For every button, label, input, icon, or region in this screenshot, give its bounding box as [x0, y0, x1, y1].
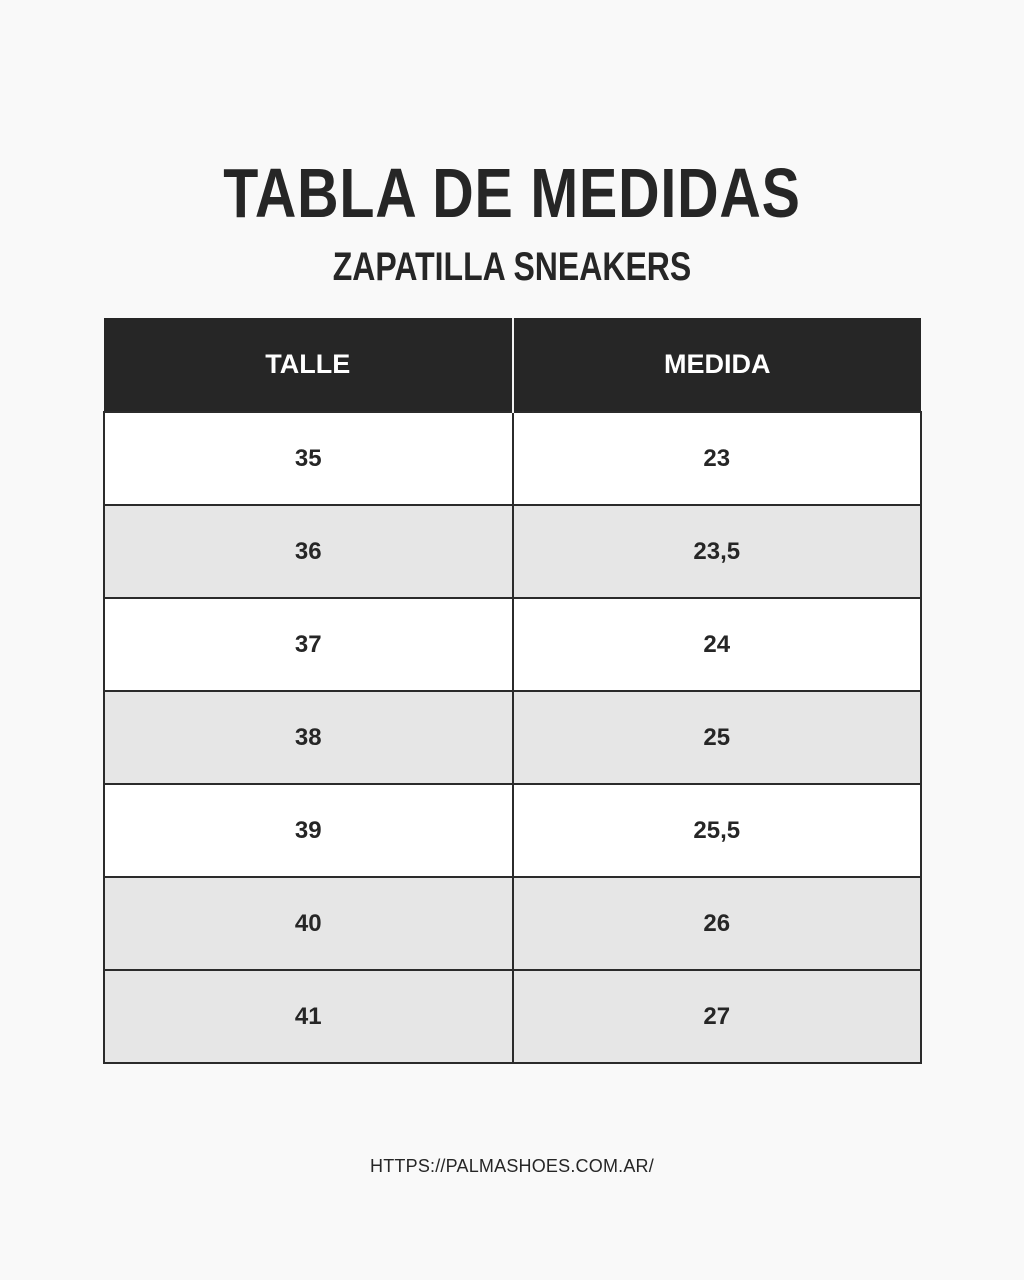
talle-cell: 38 — [104, 691, 513, 784]
medida-cell: 23 — [513, 412, 922, 505]
medida-cell: 23,5 — [513, 505, 922, 598]
column-header-talle: TALLE — [104, 318, 513, 412]
medida-cell: 24 — [513, 598, 922, 691]
medida-cell: 25 — [513, 691, 922, 784]
medida-cell: 27 — [513, 970, 922, 1063]
table-row — [104, 691, 921, 784]
table-row — [104, 970, 921, 1063]
table-row — [104, 505, 921, 598]
talle-cell: 40 — [104, 877, 513, 970]
footer-url: HTTPS://PALMASHOES.COM.AR/ — [370, 1156, 654, 1176]
table-row — [104, 877, 921, 970]
medida-cell: 25,5 — [513, 784, 922, 877]
table-row — [104, 412, 921, 505]
size-table — [103, 318, 922, 1064]
talle-cell: 39 — [104, 784, 513, 877]
page-title: TABLA DE MEDIDAS — [223, 153, 801, 232]
talle-cell: 37 — [104, 598, 513, 691]
column-header-medida: MEDIDA — [513, 318, 922, 412]
talle-cell: 36 — [104, 505, 513, 598]
talle-cell: 41 — [104, 970, 513, 1063]
talle-cell: 35 — [104, 412, 513, 505]
page-subtitle: ZAPATILLA SNEAKERS — [332, 245, 692, 290]
table-row — [104, 784, 921, 877]
table-header-row — [104, 318, 921, 412]
table-row — [104, 598, 921, 691]
medida-cell: 26 — [513, 877, 922, 970]
